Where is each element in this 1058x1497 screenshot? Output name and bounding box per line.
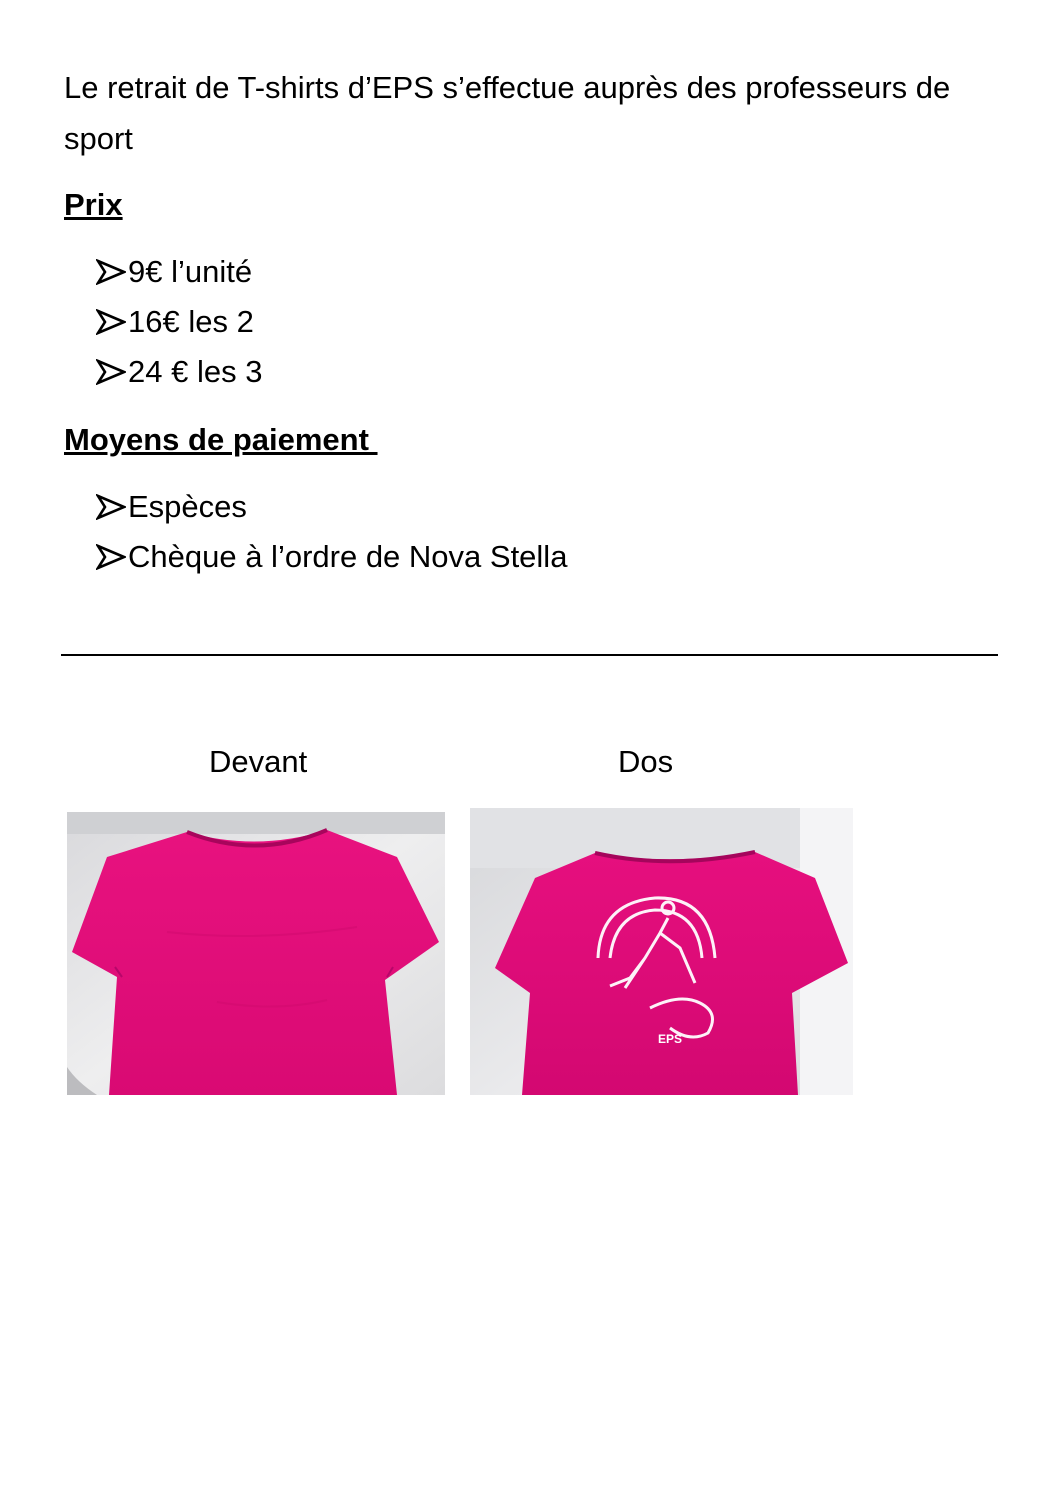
payment-list bbox=[96, 482, 567, 582]
front-tshirt-photo bbox=[67, 812, 445, 1095]
arrow-bullet-icon bbox=[96, 259, 126, 285]
prices-list bbox=[96, 247, 262, 397]
price-item: 24 € les 3 bbox=[128, 354, 263, 389]
horizontal-divider bbox=[61, 654, 998, 656]
back-caption: Dos bbox=[618, 744, 674, 779]
arrow-bullet-icon bbox=[96, 309, 126, 335]
list-item bbox=[96, 247, 262, 297]
payment-item: Chèque à l’ordre de Nova Stella bbox=[128, 539, 568, 574]
price-item: 9€ l’unité bbox=[128, 254, 253, 289]
payment-item: Espèces bbox=[128, 489, 247, 524]
arrow-bullet-icon bbox=[96, 494, 126, 520]
list-item bbox=[96, 482, 567, 532]
front-caption: Devant bbox=[209, 744, 308, 779]
price-item: 16€ les 2 bbox=[128, 304, 254, 339]
arrow-bullet-icon bbox=[96, 544, 126, 570]
prices-heading: Prix bbox=[64, 187, 123, 222]
tshirt-front-image bbox=[67, 812, 445, 1095]
arrow-bullet-icon bbox=[96, 359, 126, 385]
list-item bbox=[96, 532, 567, 582]
intro-text: Le retrait de T-shirts d’EPS s’effectue auprès des professeurs de sport bbox=[64, 70, 951, 156]
tshirt-back-image bbox=[470, 808, 853, 1095]
list-item bbox=[96, 297, 262, 347]
svg-text:EPS: EPS bbox=[657, 1032, 683, 1046]
payment-heading: Moyens de paiement bbox=[64, 422, 378, 457]
back-tshirt-photo bbox=[470, 808, 853, 1095]
list-item bbox=[96, 347, 262, 397]
